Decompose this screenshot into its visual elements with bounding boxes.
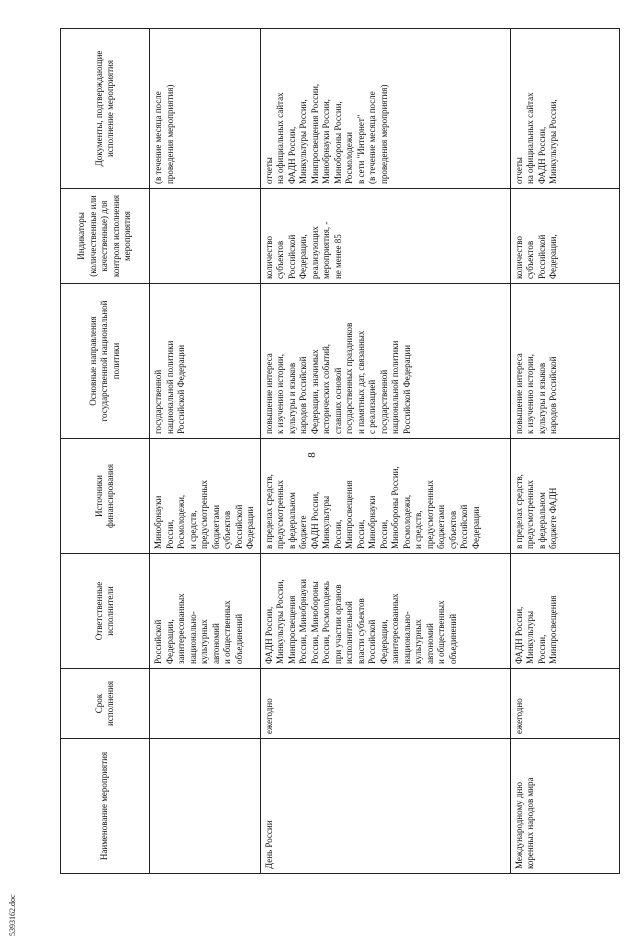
cell-line: объединений — [233, 613, 244, 664]
cell-documents — [150, 29, 261, 189]
cell-line: Российской — [286, 234, 297, 279]
cell-line: на официальных сайтах — [275, 92, 285, 184]
cell-line: народов Российской — [298, 356, 308, 434]
header-name: Наименование мероприятия — [61, 739, 150, 874]
cell-line: повышение интереса — [513, 353, 524, 434]
cell-line: Минпросвещения — [344, 480, 354, 549]
cell-line: Минпросвещения — [548, 595, 558, 664]
cell-directions — [510, 284, 620, 439]
header-term: Срок исполнения — [61, 669, 150, 739]
cell-line: России, — [332, 519, 343, 549]
cell-line: предусмотренных — [275, 479, 285, 549]
header-row — [61, 29, 150, 874]
cell-line: России, — [355, 519, 366, 549]
cell-line: при участии органов — [332, 584, 343, 664]
cell-line: Минобороны России, — [390, 466, 400, 549]
cell-line: исполнительной — [344, 601, 354, 664]
cell-line: предусмотренных — [525, 479, 535, 549]
cell-line: в пределах средств, — [513, 474, 524, 549]
cell-line: предусмотренных — [424, 479, 435, 549]
cell-line: Минкультуры России, — [548, 99, 558, 184]
cell-line: (в течение месяца после — [153, 91, 163, 184]
cell-line: бюджете — [298, 515, 308, 549]
cell-executors — [150, 554, 261, 669]
cell-indicators — [150, 189, 261, 284]
table-row — [260, 29, 510, 874]
cell-line: России, — [164, 519, 175, 549]
cell-line: Российской Федерации — [401, 344, 412, 434]
cell-line: автономий — [210, 623, 221, 664]
header-sources: Источники финансирования — [61, 439, 150, 554]
cell-line: Минобрнауки — [153, 495, 163, 549]
cell-line: национально- — [401, 611, 412, 664]
cell-line: Росмолодежи — [344, 132, 354, 184]
cell-line: Российской — [153, 619, 163, 664]
events-table — [60, 28, 620, 874]
cell-line: ФАДН России, — [286, 126, 297, 184]
cell-line: субъектов — [447, 510, 458, 549]
cell-line: Минобрнауки России, — [321, 99, 331, 184]
rotated-table-wrapper — [60, 29, 620, 874]
cell-line: Федерации — [470, 506, 481, 549]
cell-line: к изучению истории, — [275, 354, 285, 434]
cell-line: Минкультуры России, — [275, 579, 285, 664]
cell-line: Федерации, — [378, 619, 389, 664]
cell-line: Минкультуры России, — [298, 99, 308, 184]
page-number: 8 — [306, 452, 318, 458]
cell-directions — [260, 284, 510, 439]
cell-line: культурных — [199, 619, 209, 664]
cell-line: с реализацией — [367, 379, 377, 434]
cell-line: Росмолодежи, — [176, 494, 186, 549]
cell-line: субъектов — [275, 240, 285, 279]
table-row — [150, 29, 261, 874]
cell-line: предусмотренных — [199, 479, 209, 549]
cell-line: Российской — [536, 234, 547, 279]
cell-line: проведения мероприятия) — [164, 84, 175, 184]
cell-line: и общественных — [222, 600, 232, 664]
cell-line: на официальных сайтах — [525, 92, 535, 184]
cell-line: ставших основой — [332, 367, 343, 434]
cell-line: бюджетами — [210, 504, 221, 549]
cell-line: исторических событий, — [321, 343, 331, 434]
cell-line: повышение интереса — [263, 353, 274, 434]
cell-name — [260, 739, 510, 874]
cell-documents — [510, 29, 620, 189]
cell-line: ФАДН России, — [513, 606, 524, 664]
cell-line: Минпросвещения — [286, 595, 297, 664]
cell-line: День России — [263, 820, 274, 869]
cell-line: в пределах средств, — [263, 474, 274, 549]
cell-line: коренных народов мира — [525, 777, 535, 869]
cell-line: Минпросвещения России, — [309, 83, 320, 184]
cell-line: Минобрнауки — [367, 495, 377, 549]
cell-line: национально- — [187, 611, 198, 664]
cell-line: национальной политики — [164, 340, 175, 434]
cell-executors — [510, 554, 620, 669]
cell-line: объединений — [447, 613, 458, 664]
cell-line: государственной — [153, 369, 163, 434]
cell-line: России, — [378, 519, 389, 549]
cell-line: Минкультуры — [321, 495, 331, 549]
cell-line: не менее 85 — [332, 234, 343, 279]
cell-line: Российской Федерации — [176, 344, 186, 434]
table-row — [510, 29, 620, 874]
cell-line: отчеты — [263, 157, 274, 184]
cell-line: бюджетами — [436, 504, 446, 549]
cell-line: в федеральном — [536, 492, 547, 549]
cell-name — [150, 739, 261, 874]
cell-line: проведения мероприятия) — [378, 84, 389, 184]
header-executors: Ответственные исполнители — [61, 554, 150, 669]
cell-line: ФАДН России, — [536, 126, 547, 184]
cell-line: культурных — [413, 619, 423, 664]
cell-line: Российской — [367, 619, 377, 664]
cell-line: ФАДН России, — [309, 491, 320, 549]
cell-line: России, Росмолодежь — [321, 581, 331, 664]
cell-line: Федерации, — [164, 619, 175, 664]
cell-line: культуры и языков — [286, 362, 297, 434]
cell-sources — [260, 439, 510, 554]
cell-line: государственной — [378, 369, 389, 434]
cell-line: Российской — [459, 504, 469, 549]
cell-line: России, Минобрнауки — [298, 579, 308, 664]
cell-line: отчеты — [513, 157, 524, 184]
cell-line: народов Российской — [548, 356, 558, 434]
cell-line: автономий — [424, 623, 435, 664]
cell-line: ФАДН России, — [263, 606, 274, 664]
cell-line: Минобороны России, — [332, 101, 343, 184]
cell-line: и памятных дат, связанных — [355, 330, 366, 434]
cell-line: Федерации, — [548, 234, 558, 279]
header-indicators: Индикаторы (количественные или качественные) для контроля исполнения мероприятия — [61, 189, 150, 284]
header-documents: Документы, подтверждающие исполнение мероприятия — [61, 29, 150, 189]
cell-indicators — [260, 189, 510, 284]
cell-line: культуры и языков — [536, 362, 547, 434]
cell-line: в федеральном — [286, 492, 297, 549]
cell-line: количество — [513, 236, 524, 279]
cell-line: и общественных — [436, 600, 446, 664]
cell-line: России, Минобороны — [309, 581, 320, 664]
cell-line: Международному дню — [513, 781, 524, 869]
cell-line: мероприятия, - — [321, 221, 331, 279]
header-directions: Основные направления государственной национальной политики — [61, 284, 150, 439]
cell-line: национальной политики — [390, 340, 400, 434]
cell-line: к изучению истории, — [525, 354, 535, 434]
cell-line: Федерации — [245, 506, 255, 549]
cell-indicators — [510, 189, 620, 284]
cell-line: и средств, — [413, 510, 423, 549]
cell-name — [510, 739, 620, 874]
cell-term — [260, 669, 510, 739]
cell-documents — [260, 29, 510, 189]
cell-line: ежегодно — [263, 698, 274, 734]
cell-line: Росмолодежи, — [401, 494, 412, 549]
cell-line: заинтересованных — [176, 593, 186, 664]
cell-directions — [150, 284, 261, 439]
cell-line: Минкультуры — [525, 610, 535, 664]
cell-line: (в течение месяца после — [367, 91, 377, 184]
footer-doc-code: 5393162.doc — [8, 894, 17, 936]
cell-line: России, — [536, 634, 547, 664]
cell-line: Федерации, — [298, 234, 308, 279]
cell-executors — [260, 554, 510, 669]
cell-line: Федерации, значимых — [309, 349, 320, 434]
cell-line: в сети "Интернет" — [355, 114, 366, 184]
cell-line: заинтересованных — [390, 593, 400, 664]
cell-line: субъектов — [525, 240, 535, 279]
cell-line: субъектов — [222, 510, 232, 549]
cell-sources — [510, 439, 620, 554]
cell-sources — [150, 439, 261, 554]
cell-line: Российской — [233, 504, 244, 549]
cell-line: власти субъектов — [355, 598, 366, 664]
cell-term — [510, 669, 620, 739]
cell-line: реализующих — [309, 226, 320, 279]
cell-line: государственных праздников — [344, 322, 354, 434]
cell-line: ежегодно — [513, 698, 524, 734]
cell-line: бюджете ФАДН — [548, 487, 558, 549]
cell-term — [150, 669, 261, 739]
cell-line: количество — [263, 236, 274, 279]
cell-line: и средств, — [187, 510, 198, 549]
